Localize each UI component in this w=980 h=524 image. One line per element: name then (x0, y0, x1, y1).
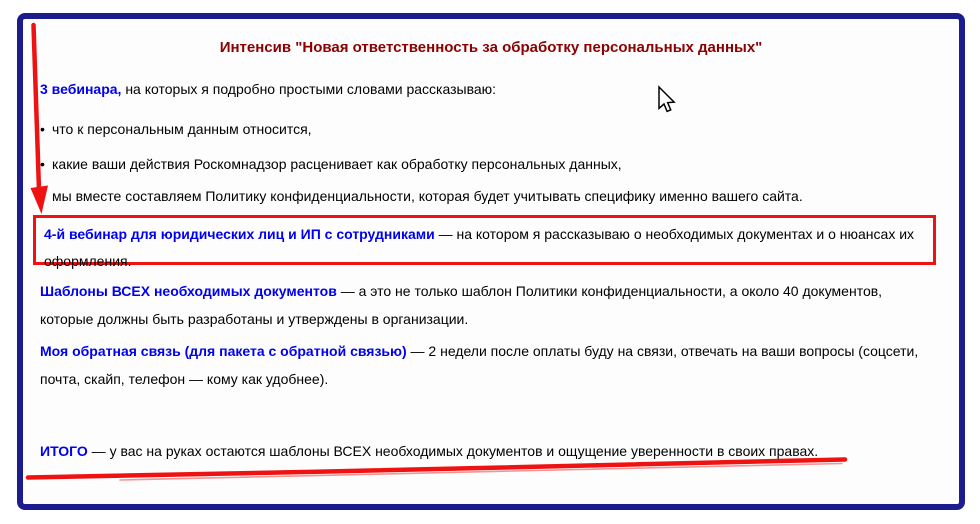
templates-lead: Шаблоны ВСЕХ необходимых документов (40, 283, 337, 299)
list-item: • что к персональным данным относится, (40, 115, 312, 143)
templates-text: — а это не только шаблон Политики конфиденциальности, а около 40 документов, которые должны быть разработаны и утверждены в организации. (40, 283, 883, 327)
highlighted-paragraph (44, 221, 924, 275)
feedback-lead: Моя обратная связь (для пакета с обратной связью) (40, 343, 407, 359)
feedback-text: — 2 недели после оплаты буду на связи, отвечать на ваши вопросы (соцсети, почта, скайп, телефон — кому как удобнее). (40, 343, 919, 387)
intro-lead: 3 вебинара, (40, 81, 122, 97)
total-text: — у вас на руках остаются шаблоны ВСЕХ необходимых документов и ощущение уверенности в своих правах. (87, 443, 819, 459)
highlighted-text: — на котором я рассказываю о необходимых документах и о нюансах их оформления. (44, 226, 915, 269)
list-item: • какие ваши действия Роскомнадзор расценивает как обработку персональных данных, (40, 150, 622, 178)
intro-text: на которых я подробно простыми словами рассказываю: (121, 81, 497, 97)
intro-paragraph (40, 75, 496, 103)
total-paragraph (40, 437, 940, 465)
list-item: • мы вместе составляем Политику конфиденциальности, которая будет учитывать специфику именно вашего сайта. (40, 182, 803, 210)
feedback-paragraph (40, 337, 920, 393)
total-lead: ИТОГО (40, 443, 88, 459)
page-title: Интенсив "Новая ответственность за обработку персональных данных" (219, 39, 763, 56)
highlighted-lead: 4-й вебинар для юридических лиц и ИП с сотрудниками (44, 226, 435, 242)
content-frame (17, 13, 965, 510)
templates-paragraph (40, 277, 920, 333)
